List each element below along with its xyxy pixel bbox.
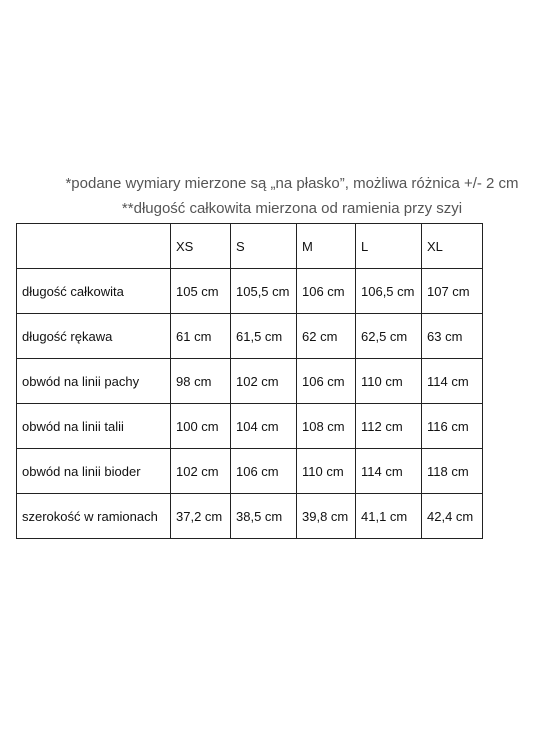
table-row	[17, 269, 483, 314]
size-header-l: L	[356, 224, 422, 269]
measurement-note: *podane wymiary mierzone są „na płasko”, możliwa różnica +/- 2 cm	[65, 175, 519, 192]
table-row	[17, 449, 483, 494]
table-cell: 106 cm	[297, 359, 356, 404]
table-cell: 102 cm	[171, 449, 231, 494]
table-cell: 98 cm	[171, 359, 231, 404]
table-cell: 106 cm	[231, 449, 297, 494]
table-cell: 105,5 cm	[231, 269, 297, 314]
table-cell: 61,5 cm	[231, 314, 297, 359]
table-cell: 110 cm	[297, 449, 356, 494]
table-cell: 39,8 cm	[297, 494, 356, 539]
table-header-row	[17, 224, 483, 269]
table-row	[17, 314, 483, 359]
size-header-m: M	[297, 224, 356, 269]
row-label: długość całkowita	[17, 269, 171, 314]
table-cell: 100 cm	[171, 404, 231, 449]
table-cell: 112 cm	[356, 404, 422, 449]
table-cell: 106,5 cm	[356, 269, 422, 314]
table-cell: 104 cm	[231, 404, 297, 449]
table-cell: 105 cm	[171, 269, 231, 314]
table-cell: 63 cm	[422, 314, 483, 359]
table-cell: 38,5 cm	[231, 494, 297, 539]
row-label: obwód na linii talii	[17, 404, 171, 449]
table-cell: 62 cm	[297, 314, 356, 359]
table-row	[17, 494, 483, 539]
row-label: obwód na linii pachy	[17, 359, 171, 404]
table-cell: 114 cm	[422, 359, 483, 404]
table-row	[17, 359, 483, 404]
table-cell: 41,1 cm	[356, 494, 422, 539]
size-header-xl: XL	[422, 224, 483, 269]
row-label: szerokość w ramionach	[17, 494, 171, 539]
table-cell: 42,4 cm	[422, 494, 483, 539]
table-cell: 106 cm	[297, 269, 356, 314]
size-header-xs: XS	[171, 224, 231, 269]
table-cell: 118 cm	[422, 449, 483, 494]
row-label: obwód na linii bioder	[17, 449, 171, 494]
table-cell: 102 cm	[231, 359, 297, 404]
table-cell: 116 cm	[422, 404, 483, 449]
table-cell: 108 cm	[297, 404, 356, 449]
table-row	[17, 404, 483, 449]
size-chart-table	[16, 223, 483, 539]
table-cell: 37,2 cm	[171, 494, 231, 539]
length-note: **długość całkowita mierzona od ramienia przy szyi	[121, 200, 463, 217]
size-header-s: S	[231, 224, 297, 269]
table-cell: 107 cm	[422, 269, 483, 314]
table-cell: 61 cm	[171, 314, 231, 359]
table-corner-cell	[17, 224, 171, 269]
table-cell: 114 cm	[356, 449, 422, 494]
table-cell: 110 cm	[356, 359, 422, 404]
row-label: długość rękawa	[17, 314, 171, 359]
table-cell: 62,5 cm	[356, 314, 422, 359]
